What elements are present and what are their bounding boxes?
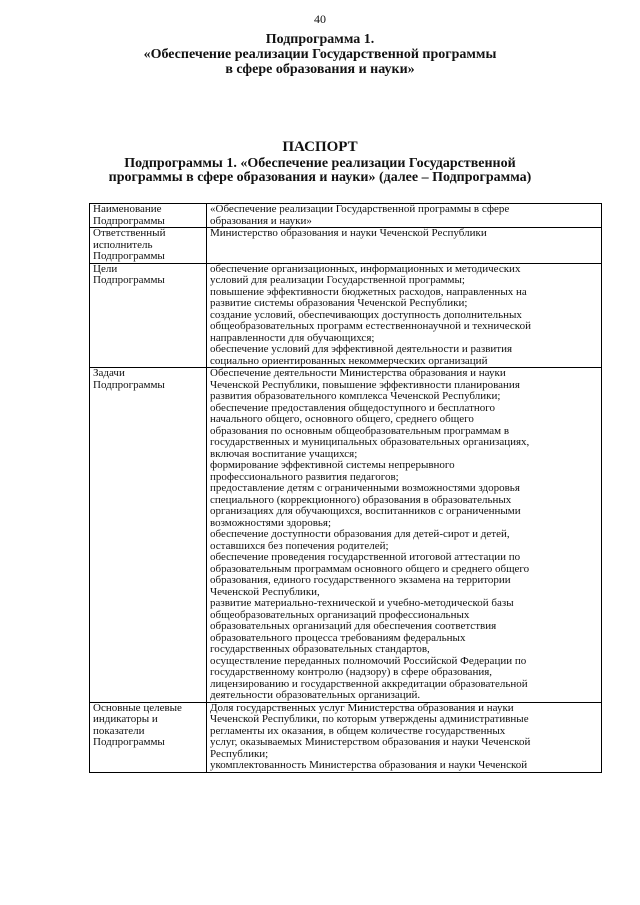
row-label-line: показатели xyxy=(93,725,145,737)
row-label-line: Подпрограммы xyxy=(93,251,165,262)
row-value-line: общеобразовательных программ естественнонаучной и технической xyxy=(210,321,531,332)
passport-subtitle-line: Подпрограммы 1. «Обеспечение реализации Государственной xyxy=(124,156,516,171)
row-value-line: услуг, оказываемых Министерством образования и науки Чеченской xyxy=(210,737,531,748)
row-value-line: осуществление переданных полномочий Российской Федерации по xyxy=(210,655,527,667)
table-row xyxy=(90,263,602,368)
row-value-line: обеспечение проведения государственной итоговой аттестации по xyxy=(210,552,521,563)
row-value-line: развития образовательного комплекса Чеченской Республики; xyxy=(210,391,501,402)
row-label-cell xyxy=(90,702,207,772)
row-value-line: профессионального развития педагогов; xyxy=(210,471,399,483)
row-value-line: создание условий, обеспечивающих доступность дополнительных xyxy=(210,309,522,321)
table-row xyxy=(90,228,602,264)
row-value-line: обеспечение организационных, информационных и методических xyxy=(210,263,521,275)
row-label-cell xyxy=(90,204,207,228)
row-value-line: государственных и муниципальных образовательных организациях, xyxy=(210,437,530,448)
row-value-line: Доля государственных услуг Министерства образования и науки xyxy=(210,702,514,714)
row-value-line: организациях для обучающихся, воспитанников с ограниченными xyxy=(210,506,521,517)
row-label-line: Ответственный xyxy=(93,228,166,239)
row-value-line: Министерство образования и науки Чеченской Республики xyxy=(210,228,487,239)
page-number: 40 xyxy=(314,12,326,26)
row-label-line: индикаторы и xyxy=(93,714,158,725)
passport-table-body xyxy=(90,204,602,773)
row-value-line: обеспечение условий для эффективной деятельности и развития xyxy=(210,344,513,355)
row-value-line: возможностями здоровья; xyxy=(210,517,332,529)
row-value-line: предоставление детям с ограниченными возможностями здоровья xyxy=(210,483,520,494)
row-value-line: образования по основным общеобразовательным программам в xyxy=(210,425,510,437)
row-label-line: Подпрограммы xyxy=(93,737,165,748)
row-value-line: условий для реализации Государственной программы; xyxy=(210,275,465,286)
row-value-line: обеспечение доступности образования для детей-сирот и детей, xyxy=(210,529,510,540)
heading-line: Подпрограмма 1. xyxy=(265,32,375,47)
table-row xyxy=(90,368,602,703)
row-value-cell xyxy=(207,228,602,264)
row-value-cell xyxy=(207,368,602,703)
table-row xyxy=(90,204,602,228)
row-value-line: Чеченской Республики, xyxy=(210,586,320,598)
row-label-line: Цели xyxy=(93,263,118,275)
passport-table xyxy=(89,203,602,773)
passport-subtitle-line: программы в сфере образования и науки» (далее – Подпрограмма) xyxy=(108,170,532,185)
row-label-line: Основные целевые xyxy=(93,702,182,714)
row-value-line: государственному контролю (надзору) в сфере образования, xyxy=(210,667,493,678)
row-label-line: Задачи xyxy=(93,368,125,379)
row-value-line: формирование эффективной системы непрерывного xyxy=(210,460,455,471)
row-value-line: образования, единого государственного экзамена на территории xyxy=(210,575,511,586)
table-row xyxy=(90,702,602,772)
row-value-cell xyxy=(207,204,602,228)
row-value-line: лицензированию и государственной аккредитации образовательной xyxy=(210,678,528,690)
row-value-line: Чеченской Республики, по которым утверждены административные xyxy=(210,714,529,725)
row-value-line: общеобразовательных организаций профессиональных xyxy=(210,609,470,621)
row-value-cell xyxy=(207,263,602,368)
row-value-line: регламенты их оказания, в общем количестве государственных xyxy=(210,725,506,737)
row-value-line: Республики; xyxy=(210,748,269,760)
row-value-line: развитие материально-технической и учебно-методической базы xyxy=(210,598,514,609)
row-value-line: направленности для обучающихся; xyxy=(210,332,375,344)
page-bottom-margin xyxy=(89,866,602,905)
row-value-line: «Обеспечение реализации Государственной программы в сфере xyxy=(210,204,510,215)
row-label-cell xyxy=(90,368,207,703)
row-value-line: образовательным программам основного общего и среднего общего xyxy=(210,563,530,575)
row-label-line: Подпрограммы xyxy=(93,275,165,286)
row-value-line: деятельности образовательных организаций. xyxy=(210,690,421,701)
row-value-line: оставшихся без попечения родителей; xyxy=(210,540,389,552)
row-value-line: социально ориентированных некоммерческих организаций xyxy=(210,355,488,367)
heading-line: в сфере образования и науки» xyxy=(225,62,415,77)
row-value-line: Обеспечение деятельности Министерства образования и науки xyxy=(210,368,506,379)
passport-heading xyxy=(0,140,640,185)
row-value-line: специального (коррекционного) образования в образовательных xyxy=(210,494,512,506)
row-label-cell xyxy=(90,263,207,368)
row-value-line: образовательного процесса требованиям федеральных xyxy=(210,632,466,644)
passport-title: ПАСПОРТ xyxy=(282,139,358,155)
row-value-line: образовательных организаций для обеспечения соответствия xyxy=(210,621,497,632)
row-label-line: Подпрограммы xyxy=(93,215,165,227)
row-value-line: образования и науки» xyxy=(210,215,312,227)
row-value-line: государственных образовательных стандартов, xyxy=(210,644,430,655)
row-label-line: исполнитель xyxy=(93,239,153,251)
subprogram-heading xyxy=(0,32,640,77)
row-value-cell xyxy=(207,702,602,772)
row-value-line: повышение эффективности бюджетных расходов, направленных на xyxy=(210,286,527,298)
heading-line: «Обеспечение реализации Государственной программы xyxy=(143,47,497,62)
row-value-line: начального общего, основного общего, среднего общего xyxy=(210,414,474,425)
row-value-line: укомплектованность Министерства образования и науки Чеченской xyxy=(210,760,528,771)
row-value-line: развитие системы образования Чеченской Республики; xyxy=(210,298,468,309)
row-value-line: включая воспитание учащихся; xyxy=(210,448,358,460)
row-label-line: Подпрограммы xyxy=(93,379,165,391)
row-value-line: Чеченской Республики, повышение эффективности планирования xyxy=(210,379,520,391)
row-value-line: обеспечение предоставления общедоступного и бесплатного xyxy=(210,402,496,414)
row-label-cell xyxy=(90,228,207,264)
row-label-line: Наименование xyxy=(93,204,162,215)
